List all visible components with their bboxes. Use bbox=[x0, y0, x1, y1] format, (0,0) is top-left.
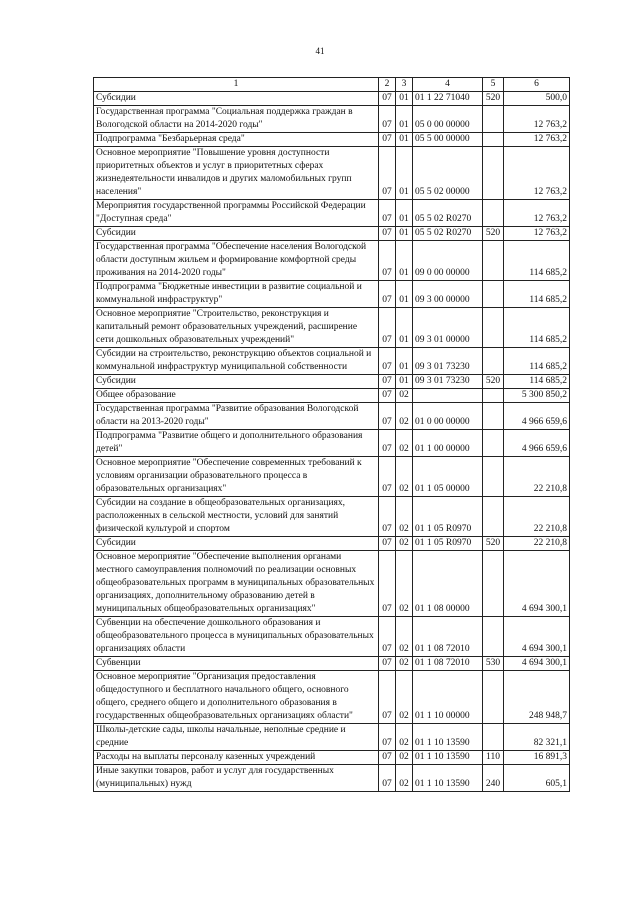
header-cell: 2 bbox=[379, 78, 396, 92]
expense-type-cell: 520 bbox=[483, 227, 504, 241]
expense-type-cell bbox=[483, 106, 504, 133]
section-code-cell: 07 bbox=[379, 551, 396, 617]
section-code-cell: 07 bbox=[379, 147, 396, 200]
subsection-code-cell: 02 bbox=[396, 724, 413, 751]
table-row bbox=[94, 537, 570, 551]
target-article-cell: 01 1 10 13590 bbox=[413, 751, 483, 765]
amount-cell: 114 685,2 bbox=[504, 281, 570, 308]
row-name-cell: Основное мероприятие "Обеспечение выполнения органами местного самоуправления полномочий по реализации основных общеобразовательных программ в муниципальных образовательных организациях, дополнительному образованию детей в муниципальных общеобразовательных организациях" bbox=[94, 551, 379, 617]
amount-cell: 114 685,2 bbox=[504, 308, 570, 348]
target-article-cell: 05 5 02 R0270 bbox=[413, 227, 483, 241]
table-row bbox=[94, 106, 570, 133]
expense-type-cell bbox=[483, 724, 504, 751]
target-article-cell: 09 3 01 73230 bbox=[413, 348, 483, 375]
expense-type-cell: 520 bbox=[483, 92, 504, 106]
amount-cell: 22 210,8 bbox=[504, 457, 570, 497]
target-article-cell: 01 1 10 13590 bbox=[413, 765, 483, 792]
table-row bbox=[94, 751, 570, 765]
row-name-cell: Субвенции bbox=[94, 657, 379, 671]
expense-type-cell: 530 bbox=[483, 657, 504, 671]
target-article-cell: 01 1 05 R0970 bbox=[413, 537, 483, 551]
subsection-code-cell: 02 bbox=[396, 657, 413, 671]
subsection-code-cell: 02 bbox=[396, 751, 413, 765]
header-cell: 1 bbox=[94, 78, 379, 92]
subsection-code-cell: 02 bbox=[396, 551, 413, 617]
target-article-cell: 09 3 00 00000 bbox=[413, 281, 483, 308]
target-article-cell: 01 1 00 00000 bbox=[413, 430, 483, 457]
row-name-cell: Государственная программа "Социальная поддержка граждан в Вологодской области на 2014-2020 годы" bbox=[94, 106, 379, 133]
table-row bbox=[94, 551, 570, 617]
expense-type-cell bbox=[483, 671, 504, 724]
row-name-cell: Субсидии на создание в общеобразовательных организациях, расположенных в сельской местности, условий для занятий физической культурой и спортом bbox=[94, 497, 379, 537]
subsection-code-cell: 01 bbox=[396, 227, 413, 241]
section-code-cell: 07 bbox=[379, 765, 396, 792]
subsection-code-cell: 01 bbox=[396, 200, 413, 227]
page-number: 41 bbox=[315, 46, 325, 56]
amount-cell: 605,1 bbox=[504, 765, 570, 792]
subsection-code-cell: 01 bbox=[396, 147, 413, 200]
row-name-cell: Основное мероприятие "Обеспечение современных требований к условиям организации образовательного процесса в образовательных организациях" bbox=[94, 457, 379, 497]
section-code-cell: 07 bbox=[379, 657, 396, 671]
table-row bbox=[94, 348, 570, 375]
table-row bbox=[94, 241, 570, 281]
row-name-cell: Основное мероприятие "Строительство, реконструкция и капитальный ремонт образовательных учреждений, расширение сети дошкольных образовательных учреждений" bbox=[94, 308, 379, 348]
subsection-code-cell: 01 bbox=[396, 348, 413, 375]
subsection-code-cell: 01 bbox=[396, 241, 413, 281]
expense-type-cell bbox=[483, 348, 504, 375]
expense-type-cell bbox=[483, 457, 504, 497]
amount-cell: 4 694 300,1 bbox=[504, 617, 570, 657]
table-row bbox=[94, 375, 570, 389]
table-row bbox=[94, 389, 570, 403]
section-code-cell: 07 bbox=[379, 106, 396, 133]
row-name-cell: Субсидии bbox=[94, 227, 379, 241]
table-row bbox=[94, 657, 570, 671]
row-name-cell: Государственная программа "Обеспечение населения Вологодской области доступным жильем и формирование комфортной среды проживания на 2014-2020 годы" bbox=[94, 241, 379, 281]
section-code-cell: 07 bbox=[379, 617, 396, 657]
subsection-code-cell: 01 bbox=[396, 308, 413, 348]
amount-cell: 114 685,2 bbox=[504, 375, 570, 389]
subsection-code-cell: 01 bbox=[396, 92, 413, 106]
subsection-code-cell: 02 bbox=[396, 617, 413, 657]
expense-type-cell bbox=[483, 281, 504, 308]
subsection-code-cell: 01 bbox=[396, 375, 413, 389]
table-row bbox=[94, 147, 570, 200]
table-row bbox=[94, 92, 570, 106]
subsection-code-cell: 02 bbox=[396, 389, 413, 403]
amount-cell: 4 966 659,6 bbox=[504, 403, 570, 430]
target-article-cell: 01 1 08 00000 bbox=[413, 551, 483, 617]
amount-cell: 12 763,2 bbox=[504, 227, 570, 241]
subsection-code-cell: 02 bbox=[396, 430, 413, 457]
row-name-cell: Субсидии bbox=[94, 537, 379, 551]
row-name-cell: Школы-детские сады, школы начальные, неполные средние и средние bbox=[94, 724, 379, 751]
amount-cell: 4 694 300,1 bbox=[504, 551, 570, 617]
target-article-cell: 01 1 05 R0970 bbox=[413, 497, 483, 537]
section-code-cell: 07 bbox=[379, 537, 396, 551]
subsection-code-cell: 02 bbox=[396, 497, 413, 537]
subsection-code-cell: 02 bbox=[396, 671, 413, 724]
expense-type-cell bbox=[483, 133, 504, 147]
expense-type-cell bbox=[483, 617, 504, 657]
subsection-code-cell: 01 bbox=[396, 133, 413, 147]
target-article-cell: 09 3 01 00000 bbox=[413, 308, 483, 348]
row-name-cell: Субсидии на строительство, реконструкцию объектов социальной и коммунальной инфраструктур муниципальной собственности bbox=[94, 348, 379, 375]
section-code-cell: 07 bbox=[379, 671, 396, 724]
expense-type-cell bbox=[483, 551, 504, 617]
amount-cell: 500,0 bbox=[504, 92, 570, 106]
amount-cell: 12 763,2 bbox=[504, 147, 570, 200]
row-name-cell: Подпрограмма "Бюджетные инвестиции в развитие социальной и коммунальной инфраструктур" bbox=[94, 281, 379, 308]
table-row bbox=[94, 671, 570, 724]
section-code-cell: 07 bbox=[379, 497, 396, 537]
target-article-cell: 09 3 01 73230 bbox=[413, 375, 483, 389]
amount-cell: 12 763,2 bbox=[504, 106, 570, 133]
amount-cell: 4 966 659,6 bbox=[504, 430, 570, 457]
row-name-cell: Иные закупки товаров, работ и услуг для государственных (муниципальных) нужд bbox=[94, 765, 379, 792]
section-code-cell: 07 bbox=[379, 430, 396, 457]
row-name-cell: Субсидии bbox=[94, 92, 379, 106]
table-row bbox=[94, 200, 570, 227]
row-name-cell: Субсидии bbox=[94, 375, 379, 389]
amount-cell: 12 763,2 bbox=[504, 200, 570, 227]
target-article-cell bbox=[413, 389, 483, 403]
target-article-cell: 05 5 02 00000 bbox=[413, 147, 483, 200]
expense-type-cell bbox=[483, 308, 504, 348]
target-article-cell: 05 5 02 R0270 bbox=[413, 200, 483, 227]
target-article-cell: 01 1 10 00000 bbox=[413, 671, 483, 724]
expense-type-cell: 110 bbox=[483, 751, 504, 765]
expense-type-cell: 520 bbox=[483, 375, 504, 389]
table-row bbox=[94, 403, 570, 430]
budget-table bbox=[93, 77, 570, 792]
header-cell: 6 bbox=[504, 78, 570, 92]
section-code-cell: 07 bbox=[379, 308, 396, 348]
header-cell: 4 bbox=[413, 78, 483, 92]
table-row bbox=[94, 430, 570, 457]
subsection-code-cell: 02 bbox=[396, 765, 413, 792]
subsection-code-cell: 01 bbox=[396, 106, 413, 133]
row-name-cell: Субвенции на обеспечение дошкольного образования и общеобразовательного процесса в муниципальных образовательных организациях области bbox=[94, 617, 379, 657]
target-article-cell: 09 0 00 00000 bbox=[413, 241, 483, 281]
section-code-cell: 07 bbox=[379, 403, 396, 430]
amount-cell: 4 694 300,1 bbox=[504, 657, 570, 671]
amount-cell: 22 210,8 bbox=[504, 497, 570, 537]
table-header-row bbox=[94, 78, 570, 92]
section-code-cell: 07 bbox=[379, 92, 396, 106]
target-article-cell: 01 1 08 72010 bbox=[413, 617, 483, 657]
section-code-cell: 07 bbox=[379, 389, 396, 403]
subsection-code-cell: 02 bbox=[396, 403, 413, 430]
expense-type-cell bbox=[483, 389, 504, 403]
table-row bbox=[94, 457, 570, 497]
amount-cell: 12 763,2 bbox=[504, 133, 570, 147]
expense-type-cell: 520 bbox=[483, 537, 504, 551]
target-article-cell: 05 0 00 00000 bbox=[413, 106, 483, 133]
row-name-cell: Государственная программа "Развитие образования Вологодской области на 2013-2020 годы" bbox=[94, 403, 379, 430]
table-row bbox=[94, 308, 570, 348]
expense-type-cell bbox=[483, 430, 504, 457]
row-name-cell: Расходы на выплаты персоналу казенных учреждений bbox=[94, 751, 379, 765]
subsection-code-cell: 01 bbox=[396, 281, 413, 308]
row-name-cell: Основное мероприятие "Повышение уровня доступности приоритетных объектов и услуг в приоритетных сферах жизнедеятельности инвалидов и других маломобильных групп населения" bbox=[94, 147, 379, 200]
table-row bbox=[94, 227, 570, 241]
table-row bbox=[94, 724, 570, 751]
section-code-cell: 07 bbox=[379, 724, 396, 751]
table-row bbox=[94, 765, 570, 792]
expense-type-cell bbox=[483, 497, 504, 537]
subsection-code-cell: 02 bbox=[396, 457, 413, 497]
row-name-cell: Общее образование bbox=[94, 389, 379, 403]
amount-cell: 22 210,8 bbox=[504, 537, 570, 551]
row-name-cell: Мероприятия государственной программы Российской Федерации "Доступная среда" bbox=[94, 200, 379, 227]
amount-cell: 5 300 850,2 bbox=[504, 389, 570, 403]
section-code-cell: 07 bbox=[379, 200, 396, 227]
target-article-cell: 01 1 08 72010 bbox=[413, 657, 483, 671]
target-article-cell: 01 1 10 13590 bbox=[413, 724, 483, 751]
amount-cell: 248 948,7 bbox=[504, 671, 570, 724]
header-cell: 3 bbox=[396, 78, 413, 92]
amount-cell: 16 891,3 bbox=[504, 751, 570, 765]
row-name-cell: Подпрограмма "Развитие общего и дополнительного образования детей" bbox=[94, 430, 379, 457]
target-article-cell: 01 1 05 00000 bbox=[413, 457, 483, 497]
row-name-cell: Подпрограмма "Безбарьерная среда" bbox=[94, 133, 379, 147]
section-code-cell: 07 bbox=[379, 457, 396, 497]
table-row bbox=[94, 497, 570, 537]
target-article-cell: 01 0 00 00000 bbox=[413, 403, 483, 430]
expense-type-cell: 240 bbox=[483, 765, 504, 792]
table-row bbox=[94, 617, 570, 657]
expense-type-cell bbox=[483, 403, 504, 430]
amount-cell: 114 685,2 bbox=[504, 241, 570, 281]
row-name-cell: Основное мероприятие "Организация предоставления общедоступного и бесплатного начального общего, основного общего, среднего общего и дополнительного образования в государственных общеобразовательных организациях области" bbox=[94, 671, 379, 724]
section-code-cell: 07 bbox=[379, 281, 396, 308]
target-article-cell: 05 5 00 00000 bbox=[413, 133, 483, 147]
table-row bbox=[94, 133, 570, 147]
header-cell: 5 bbox=[483, 78, 504, 92]
section-code-cell: 07 bbox=[379, 133, 396, 147]
subsection-code-cell: 02 bbox=[396, 537, 413, 551]
section-code-cell: 07 bbox=[379, 227, 396, 241]
target-article-cell: 01 1 22 71040 bbox=[413, 92, 483, 106]
section-code-cell: 07 bbox=[379, 241, 396, 281]
amount-cell: 82 321,1 bbox=[504, 724, 570, 751]
expense-type-cell bbox=[483, 241, 504, 281]
section-code-cell: 07 bbox=[379, 348, 396, 375]
expense-type-cell bbox=[483, 147, 504, 200]
amount-cell: 114 685,2 bbox=[504, 348, 570, 375]
expense-type-cell bbox=[483, 200, 504, 227]
budget-table-body bbox=[94, 78, 570, 792]
section-code-cell: 07 bbox=[379, 375, 396, 389]
section-code-cell: 07 bbox=[379, 751, 396, 765]
table-row bbox=[94, 281, 570, 308]
